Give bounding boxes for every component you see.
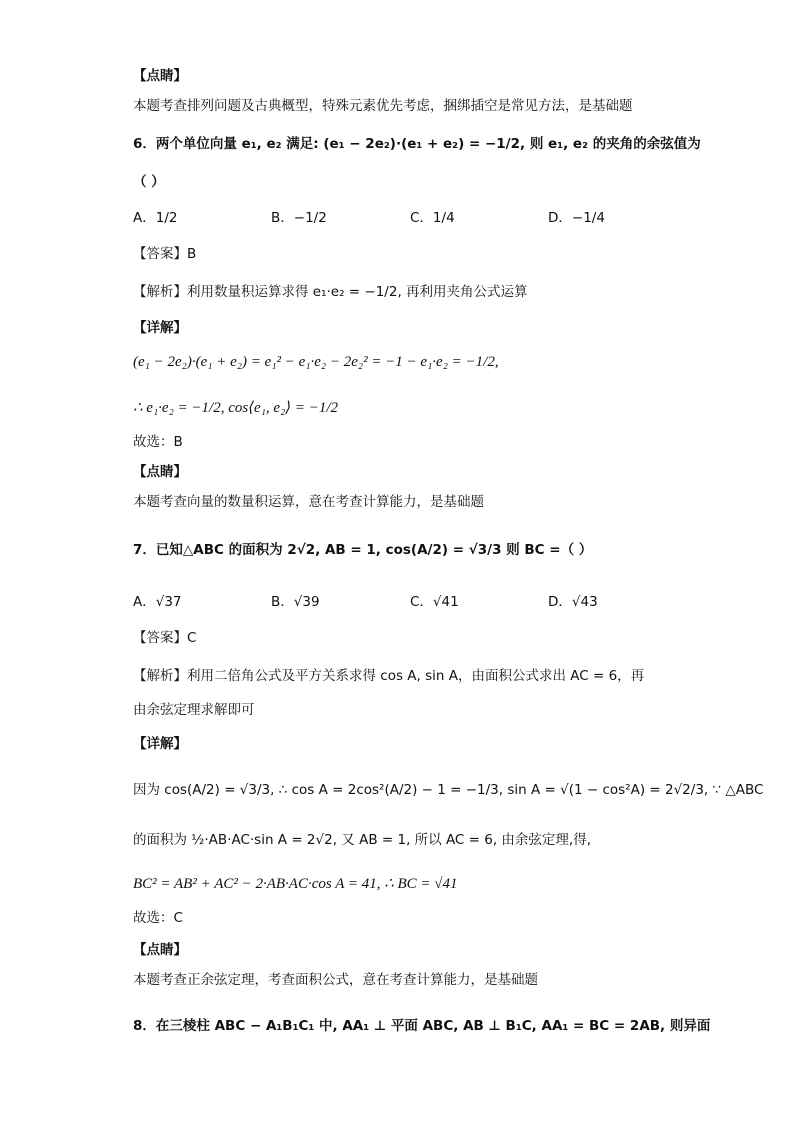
q6-answer: 【答案】B <box>133 246 197 262</box>
q6-option-a: A．1/2 <box>133 210 178 226</box>
q7-option-b: B．√39 <box>271 594 320 610</box>
q6-detail-eq-1: (e₁ − 2e₂)·(e₁ + e₂) = e₁² − e₁·e₂ − 2e₂² = −1 − e₁·e₂ = −1/2, <box>133 354 499 370</box>
q7-detail-eq-3: BC² = AB² + AC² − 2·AB·AC·cos A = 41, ∴ BC = √41 <box>133 876 458 892</box>
q7-detail-heading: 【详解】 <box>133 736 187 752</box>
question-7-stem: 7．已知△ABC 的面积为 2√2, AB = 1, cos(A/2) = √3/3 则 BC =（ ） <box>133 542 593 558</box>
dianjing-heading-1: 【点睛】 <box>133 68 187 84</box>
dianjing-text-2: 本题考查向量的数量积运算，意在考查计算能力，是基础题 <box>133 494 484 510</box>
q7-option-d: D．√43 <box>548 594 598 610</box>
dianjing-heading-2: 【点睛】 <box>133 464 187 480</box>
q6-analysis: 【解析】利用数量积运算求得 e₁·e₂ = −1/2, 再利用夹角公式运算 <box>133 284 528 300</box>
q6-choice: 故选：B <box>133 434 183 450</box>
q7-choice: 故选：C <box>133 910 183 926</box>
q7-detail-eq-2: 的面积为 ½·AB·AC·sin A = 2√2, 又 AB = 1, 所以 AC = 6, 由余弦定理,得, <box>133 832 592 848</box>
q7-analysis-2: 由余弦定理求解即可 <box>133 702 255 718</box>
q7-option-a: A．√37 <box>133 594 182 610</box>
dianjing-text-3: 本题考查正余弦定理，考查面积公式，意在考查计算能力，是基础题 <box>133 972 538 988</box>
q7-option-c: C．√41 <box>410 594 459 610</box>
q7-analysis-1: 【解析】利用二倍角公式及平方关系求得 cos A, sin A，由面积公式求出 AC = 6，再 <box>133 668 645 684</box>
question-6-stem: 6．两个单位向量 e₁, e₂ 满足: (e₁ − 2e₂)·(e₁ + e₂) = −1/2, 则 e₁, e₂ 的夹角的余弦值为 <box>133 136 701 152</box>
q6-detail-heading: 【详解】 <box>133 320 187 336</box>
dianjing-heading-3: 【点睛】 <box>133 942 187 958</box>
q6-option-d: D．−1/4 <box>548 210 605 226</box>
q6-detail-eq-2: ∴ e₁·e₂ = −1/2, cos⟨e₁, e₂⟩ = −1/2 <box>133 400 339 416</box>
q6-option-b: B．−1/2 <box>271 210 327 226</box>
question-6-paren: （ ） <box>133 174 165 190</box>
dianjing-text-1: 本题考查排列问题及古典概型，特殊元素优先考虑，捆绑插空是常见方法，是基础题 <box>133 98 633 114</box>
q7-answer: 【答案】C <box>133 630 197 646</box>
question-8-stem: 8．在三棱柱 ABC − A₁B₁C₁ 中, AA₁ ⊥ 平面 ABC, AB ⊥ B₁C, AA₁ = BC = 2AB, 则异面 <box>133 1018 711 1034</box>
q7-detail-eq-1: 因为 cos(A/2) = √3/3, ∴ cos A = 2cos²(A/2) − 1 = −1/3, sin A = √(1 − cos²A) = 2√2/3, ∵ △ABC <box>133 782 764 798</box>
q6-option-c: C．1/4 <box>410 210 455 226</box>
